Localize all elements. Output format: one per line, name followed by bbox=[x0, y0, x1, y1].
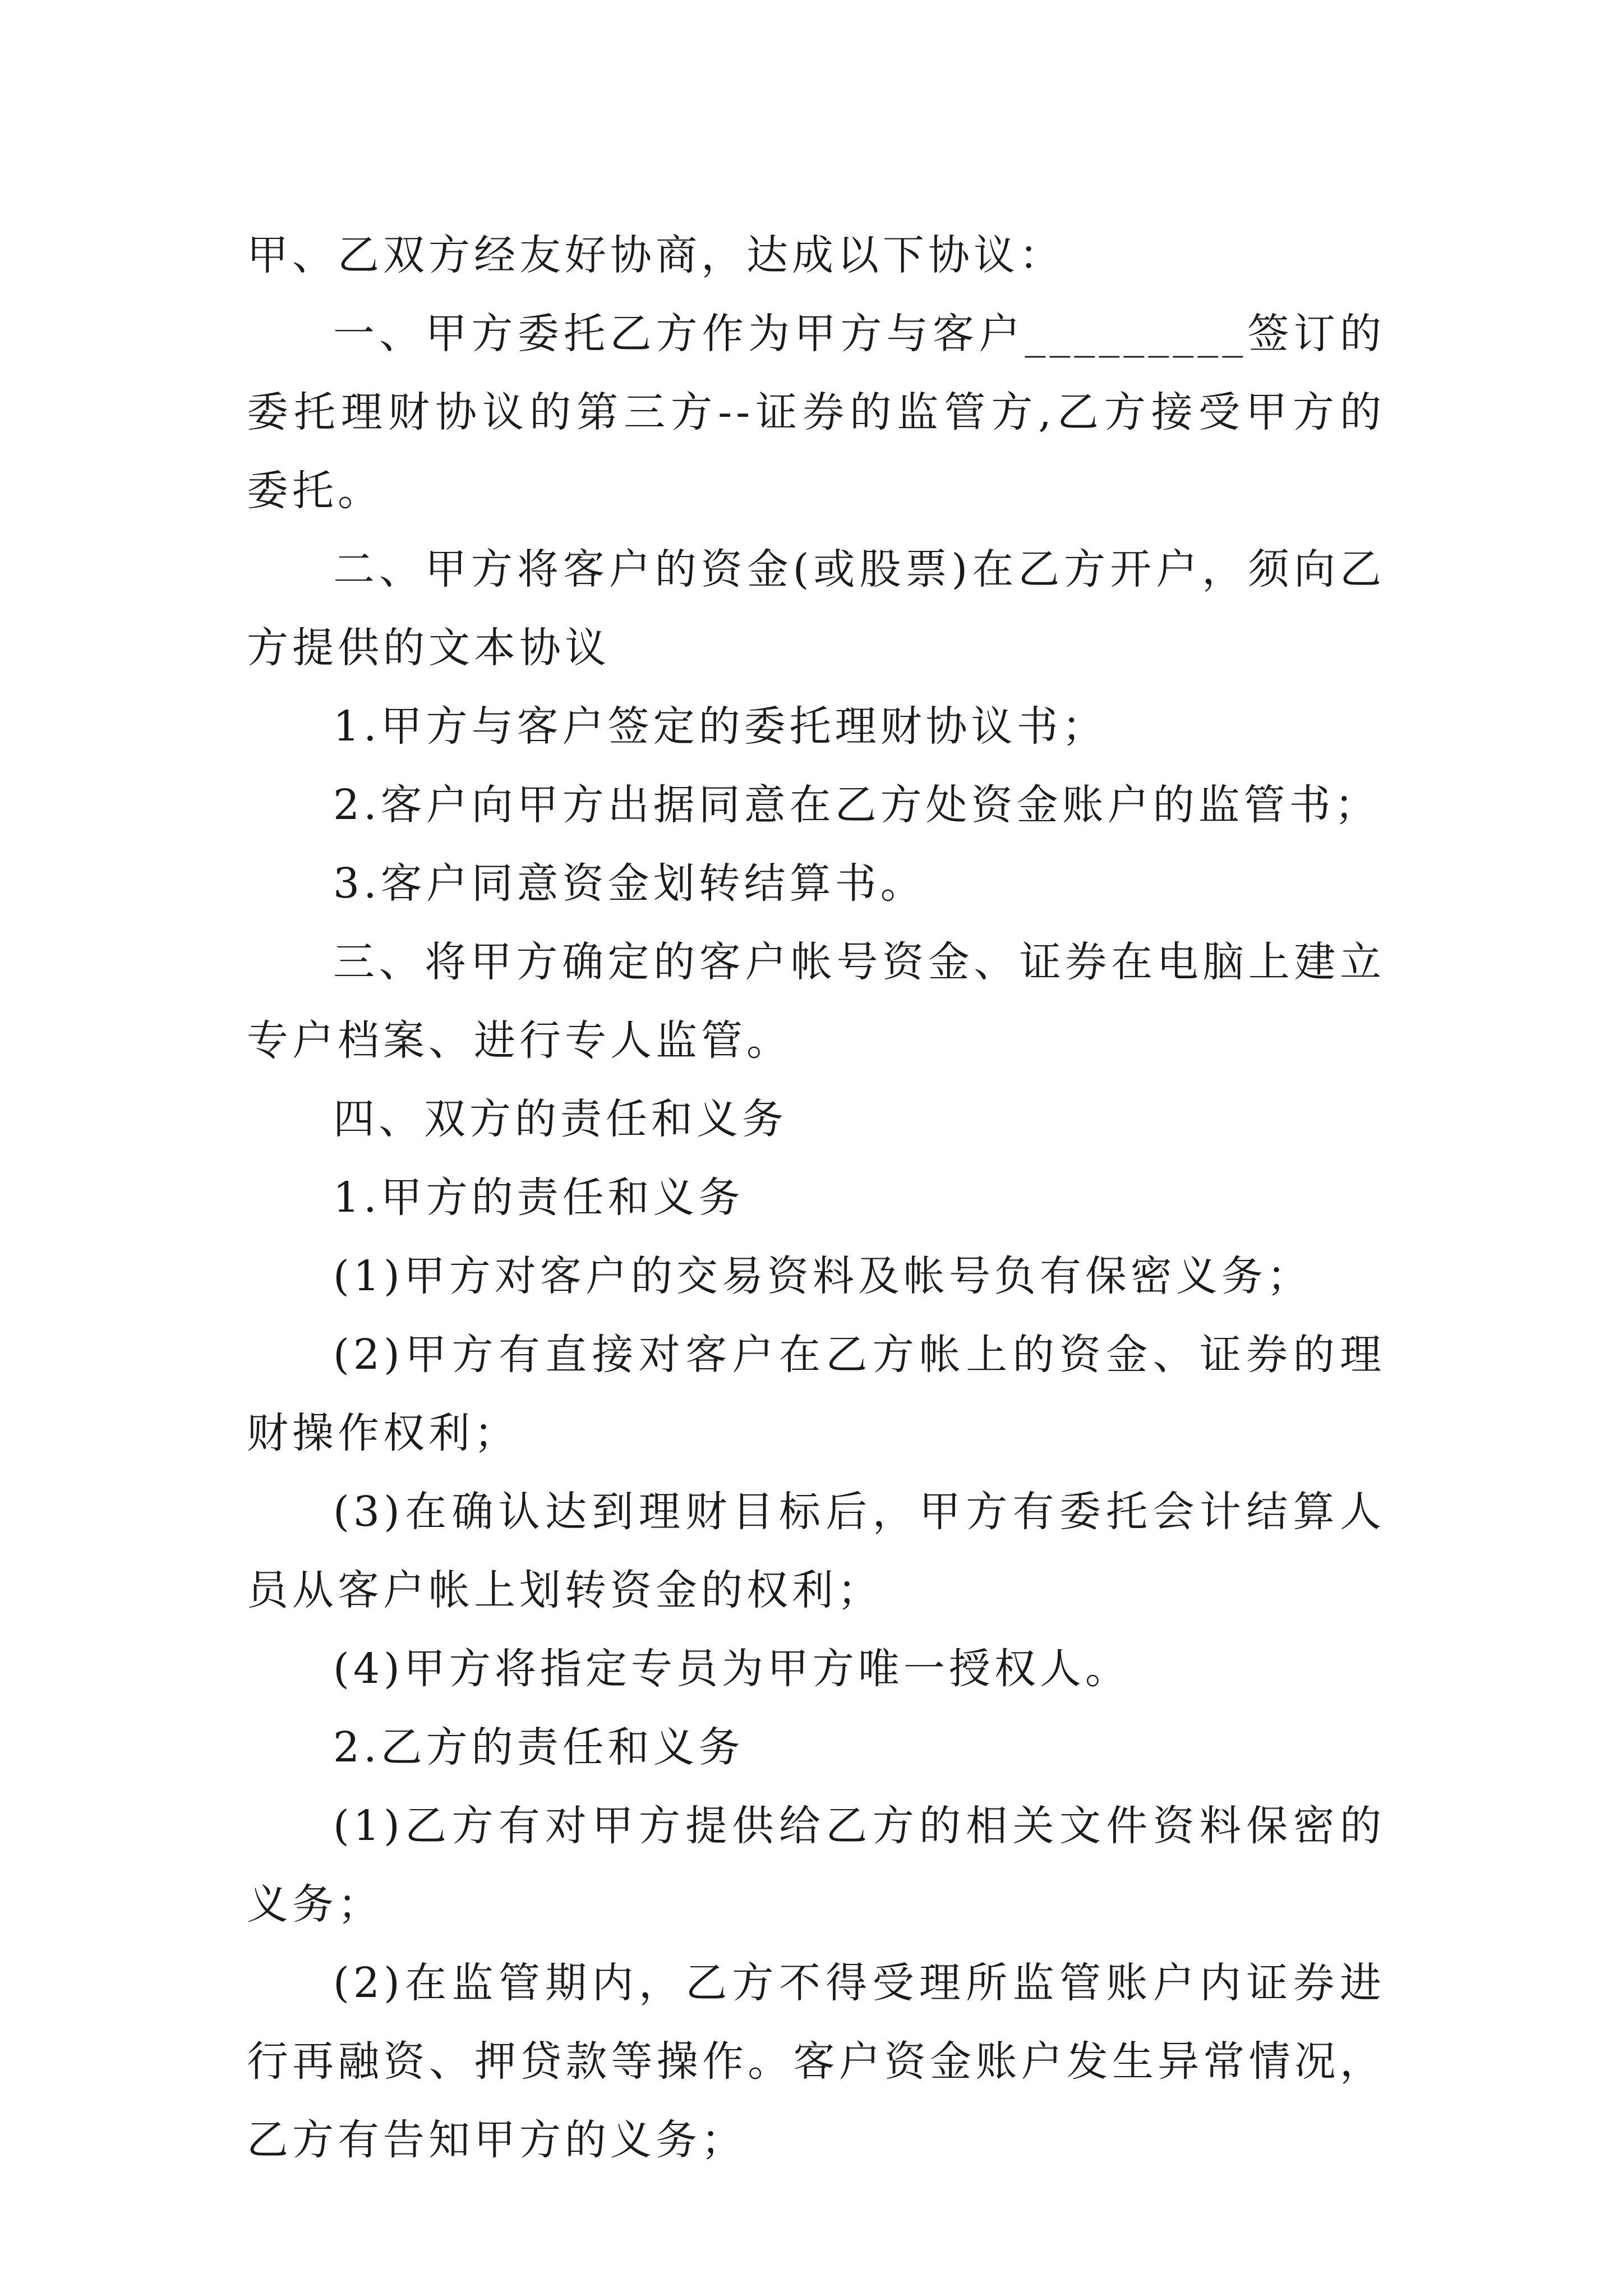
document-body bbox=[247, 216, 1385, 2179]
paragraph-clause-4-party-a: 1.甲方的责任和义务 bbox=[333, 1174, 744, 1222]
paragraph-clause-2-item-2: 2.客户向甲方出据同意在乙方处资金账户的监管书； bbox=[333, 781, 1380, 829]
paragraph-clause-1: 一、甲方委托乙方作为甲方与客户_________签订的委托理财协议的第三方--证券的监管方,乙方接受甲方的委托。 bbox=[247, 310, 1385, 515]
paragraph-clause-2: 二、甲方将客户的资金(或股票)在乙方开户，须向乙方提供的文本协议 bbox=[247, 545, 1385, 672]
paragraph-clause-4-a-2: (2)甲方有直接对客户在乙方帐上的资金、证券的理财操作权利； bbox=[247, 1331, 1385, 1457]
paragraph-clause-2-item-1: 1.甲方与客户签定的委托理财协议书； bbox=[333, 702, 1108, 751]
paragraph-clause-4-b-1: (1)乙方有对甲方提供给乙方的相关文件资料保密的义务； bbox=[247, 1802, 1385, 1929]
paragraph-clause-4-b-2: (2)在监管期内，乙方不得受理所监管账户内证券进行再融资、押贷款等操作。客户资金账户发生异常情况，乙方有告知甲方的义务； bbox=[247, 1959, 1385, 2164]
paragraph-clause-4: 四、双方的责任和义务 bbox=[333, 1095, 787, 1143]
paragraph-clause-3: 三、将甲方确定的客户帐号资金、证券在电脑上建立专户档案、进行专人监管。 bbox=[247, 938, 1385, 1065]
paragraph-clause-2-item-3: 3.客户同意资金划转结算书。 bbox=[333, 859, 926, 908]
paragraph-clause-4-a-3: (3)在确认达到理财目标后，甲方有委托会计结算人员从客户帐上划转资金的权利； bbox=[247, 1488, 1385, 1614]
paragraph-clause-4-party-b: 2.乙方的责任和义务 bbox=[333, 1723, 744, 1772]
paragraph-intro: 甲、乙双方经友好协商，达成以下协议： bbox=[247, 231, 1064, 279]
paragraph-clause-4-a-1: (1)甲方对客户的交易资料及帐号负有保密义务； bbox=[333, 1252, 1312, 1300]
paragraph-clause-4-a-4: (4)甲方将指定专员为甲方唯一授权人。 bbox=[333, 1645, 1131, 1693]
